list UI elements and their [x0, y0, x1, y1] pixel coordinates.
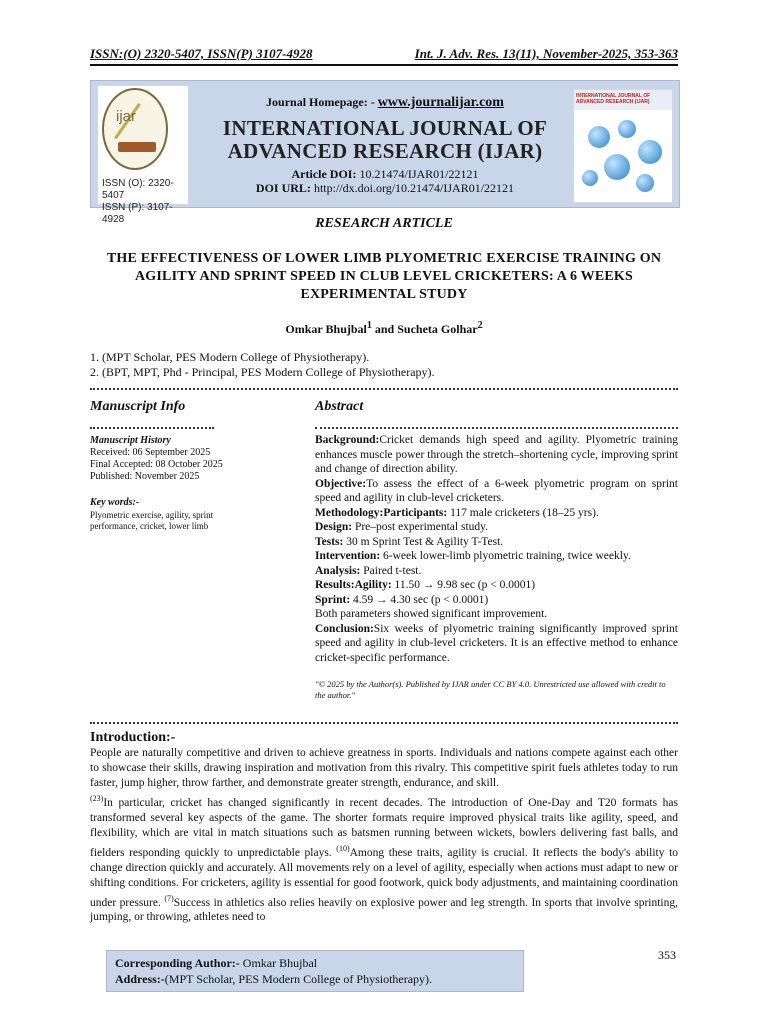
analysis-text: Paired t-test.	[360, 564, 422, 577]
divider	[90, 384, 678, 390]
methodology-label: Methodology:Participants:	[315, 506, 448, 519]
banner-center	[195, 81, 575, 195]
citation-ref: (7)	[164, 893, 174, 903]
address-value: (MPT Scholar, PES Modern College of Physiotherapy).	[164, 972, 433, 986]
article-type: RESEARCH ARTICLE	[315, 216, 453, 231]
intervention-text: 6-week lower-limb plyometric training, twice weekly.	[380, 550, 631, 562]
abstract-heading: Abstract	[315, 399, 364, 414]
design-text: Pre–post experimental study.	[352, 521, 489, 533]
authors-and: and	[371, 322, 398, 336]
intro-text-3: Among these traits, agility is crucial. It reflects the body's ability to change direction quickly and accurately. All movements rely on a level of agility, especially when actions must adapt to new or shifting conditions. For cricketers, agility is essential for good footwork, quick body adjustments, and maintaining coordination under pressure.	[90, 846, 679, 909]
cover-title: INTERNATIONAL JOURNAL OF ADVANCED RESEARCH (IJAR)	[576, 93, 651, 105]
address-label: Address:-	[115, 972, 165, 986]
divider	[90, 718, 678, 724]
intro-text-1: People are naturally competitive and driven to achieve greatness in sports. Individuals and nations compete against each other to showcase their skills, drawing inspiration and motivation from this rivalry. This competitive spirit fuels athletes today to run faster, jump higher, throw farther, and demonstrate greater strength, endurance, and skill.	[90, 747, 678, 789]
issn-line: ISSN:(O) 2320-5407, ISSN(P) 3107-4928	[90, 46, 313, 61]
manuscript-info	[90, 399, 290, 532]
analysis-label: Analysis:	[315, 564, 361, 577]
author-1-sup: 1	[366, 320, 372, 331]
sprint-label: Sprint:	[315, 593, 351, 606]
manuscript-history	[90, 435, 290, 483]
intro-text-4: Success in athletics also relies heavily on explosive power and leg strength. In sports that involve sprinting, jumping, or throwing, athletes need to	[90, 896, 678, 924]
tests-label: Tests:	[315, 535, 344, 548]
journal-homepage	[195, 95, 575, 111]
abstract-body	[315, 433, 678, 665]
molecule-icon	[638, 140, 662, 164]
homepage-label: Journal Homepage: -	[266, 95, 375, 109]
divider	[90, 423, 214, 429]
journal-title-line1: INTERNATIONAL JOURNAL OF	[222, 116, 548, 140]
logo-issn-print: ISSN (P): 3107-4928	[102, 202, 173, 225]
citation-line: Int. J. Adv. Res. 13(11), November-2025, 353-363	[414, 46, 678, 61]
keywords-label: Key words:-	[90, 497, 140, 508]
authors	[0, 320, 768, 337]
doi-label: Article DOI:	[291, 167, 357, 181]
affiliations	[90, 350, 435, 380]
journal-cover-image	[573, 89, 673, 203]
tests-text: 30 m Sprint Test & Agility T-Test.	[343, 535, 504, 548]
cover-header	[574, 90, 672, 110]
running-header	[90, 46, 678, 66]
keywords: Plyometric exercise, agility, sprint performance, cricket, lower limb	[90, 510, 214, 531]
introduction-body	[90, 746, 678, 925]
methodology-text: 117 male cricketers (18–25 yrs).	[447, 506, 599, 519]
divider	[315, 423, 678, 429]
doi-url-link[interactable]: http://dx.doi.org/10.21474/IJAR01/22121	[313, 181, 515, 195]
history-label: Manuscript History	[90, 435, 171, 446]
homepage-link[interactable]: www.journalijar.com	[377, 95, 504, 110]
introduction-heading: Introduction:-	[90, 730, 176, 745]
molecule-icon	[588, 126, 610, 148]
doi-value: 10.21474/IJAR01/22121	[359, 167, 479, 181]
author-1: Omkar Bhujbal	[285, 322, 367, 336]
affiliation-2: 2. (BPT, MPT, Phd - Principal, PES Modern College of Physiotherapy).	[90, 365, 435, 379]
intro-text-2: In particular, cricket has changed significantly in recent decades. The introduction of One-Day and T20 formats has transformed several key aspects of the game. The shorter formats require improved physical traits like agility, speed, and flexibility, which are vital in match situations such as batsmen running between wickets, bowlers delivering fast balls, and fielders responding quickly to unpredictable plays.	[90, 796, 678, 859]
molecule-icon	[604, 154, 630, 180]
paper-title: THE EFFECTIVENESS OF LOWER LIMB PLYOMETRIC EXERCISE TRAINING ON AGILITY AND SPRINT SPEED IN CLUB LEVEL CRICKETERS: A 6 WEEKS EXPERIMENTAL STUDY	[106, 251, 662, 302]
book-icon	[118, 142, 156, 152]
background-label: Background:	[315, 434, 380, 446]
affiliation-1: 1. (MPT Scholar, PES Modern College of Physiotherapy).	[90, 350, 370, 364]
journal-logo	[97, 85, 189, 225]
background-text: Cricket demands high speed and agility. Plyometric training enhances muscle power through the stretch–shortening cycle, improving sprint and change of direction ability.	[315, 434, 678, 475]
corr-author: Omkar Bhujbal	[239, 956, 318, 970]
citation-ref: (10)	[336, 843, 350, 853]
logo-issn-online: ISSN (O): 2320-5407	[102, 178, 174, 201]
accepted-date: Final Accepted: 08 October 2025	[90, 459, 223, 470]
results-summary: Both parameters showed significant improvement.	[315, 608, 548, 620]
citation-ref: (23)	[90, 794, 104, 803]
conclusion-text: Six weeks of plyometric training significantly improved sprint speed and agility in club-level cricketers. It is an effective method to enhance cricket-specific performance.	[315, 622, 678, 664]
molecule-icon	[582, 170, 598, 186]
logo-text: ijar	[116, 108, 137, 125]
objective-label: Objective:	[315, 477, 367, 490]
page-number: 353	[658, 948, 676, 962]
intervention-label: Intervention:	[315, 550, 381, 562]
manuscript-info-heading: Manuscript Info	[90, 399, 186, 414]
conclusion-label: Conclusion:	[315, 622, 374, 635]
molecule-icon	[636, 174, 654, 192]
journal-title-line2: ADVANCED RESEARCH (IJAR)	[227, 139, 543, 163]
published-date: Published: November 2025	[90, 471, 200, 482]
corr-label: Corresponding Author:-	[115, 956, 240, 970]
copyright-notice: "© 2025 by the Author(s). Published by IJAR under CC BY 4.0. Unrestricted use allowed with credit to the author."	[315, 679, 666, 700]
received-date: Received: 06 September 2025	[90, 447, 211, 458]
doi-url-label: DOI URL:	[255, 181, 311, 195]
results-sprint: 4.59 → 4.30 sec (p < 0.0001)	[350, 593, 489, 606]
design-label: Design:	[315, 521, 353, 533]
abstract-section	[315, 399, 678, 701]
doi-block	[195, 167, 575, 195]
molecule-icon	[618, 120, 636, 138]
journal-title	[195, 117, 575, 163]
author-2: Sucheta Golhar	[397, 322, 478, 336]
results-agility: 11.50 → 9.98 sec (p < 0.0001)	[391, 579, 536, 591]
logo-seal	[102, 88, 168, 170]
results-label: Results:Agility:	[315, 579, 392, 591]
corresponding-author-box	[106, 950, 524, 992]
author-2-sup: 2	[477, 320, 483, 331]
objective-text: To assess the effect of a 6-week plyometric program on sprint speed and agility in club-level cricketers.	[315, 477, 678, 504]
